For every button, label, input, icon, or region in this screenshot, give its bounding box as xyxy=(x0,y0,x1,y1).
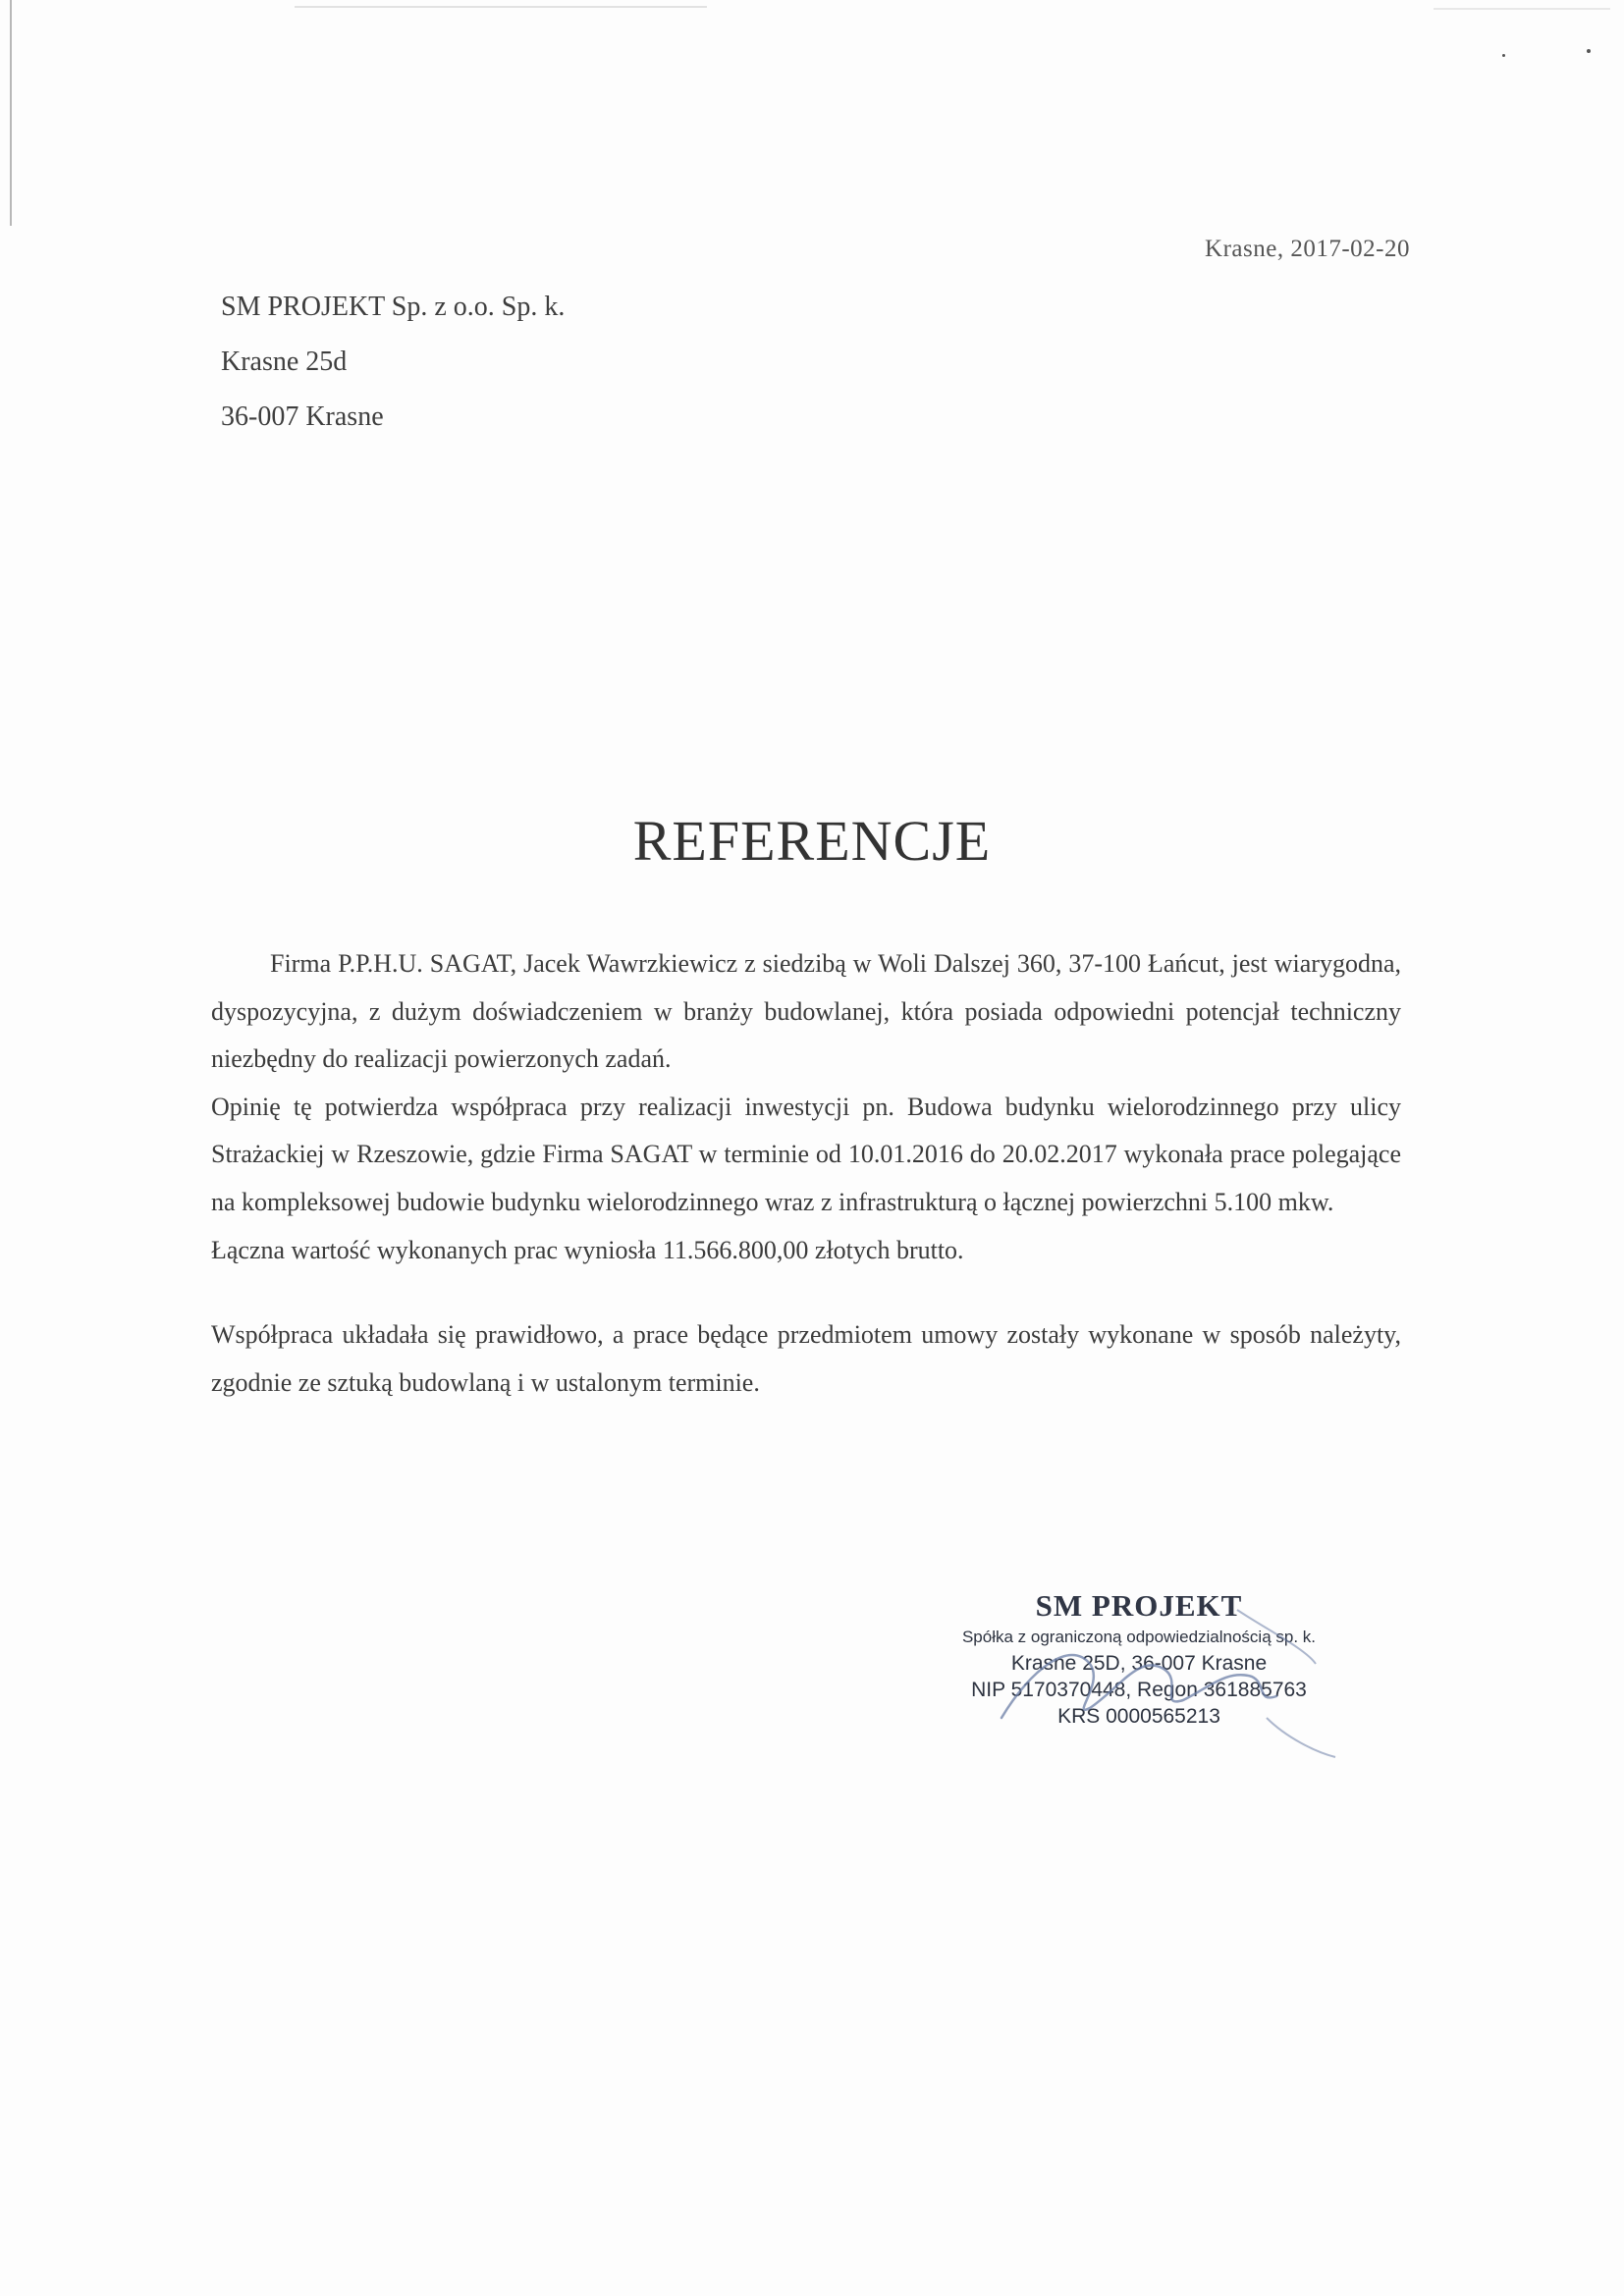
stamp-company-name: SM PROJEKT xyxy=(1035,1588,1243,1623)
company-stamp xyxy=(903,1588,1375,1755)
sender-street: Krasne 25d xyxy=(221,347,348,377)
paragraph-total-value: Łączna wartość wykonanych prac wyniosła 11.566.800,00 złotych brutto. xyxy=(211,1235,964,1264)
letter-body xyxy=(211,940,1401,1407)
scan-edge-top-right xyxy=(1434,8,1610,10)
scan-edge-top xyxy=(295,6,707,8)
stamp-ids: NIP 5170370448, Regon 361885763 xyxy=(971,1679,1307,1701)
stamp-address: Krasne 25D, 36-007 Krasne xyxy=(1010,1652,1268,1675)
document-title: REFERENCJE xyxy=(632,808,992,873)
scan-edge-left xyxy=(10,0,12,226)
paragraph-cooperation: Współpraca układała się prawidłowo, a prace będące przedmiotem umowy zostały wykonane w sposób należyty, zgodnie ze sztuką budowlaną i w ustalonym terminie. xyxy=(211,1320,1401,1397)
stamp-krs: KRS 0000565213 xyxy=(1057,1705,1220,1728)
paragraph-company-opinion: Firma P.P.H.U. SAGAT, Jacek Wawrzkiewicz z siedzibą w Woli Dalszej 360, 37-100 Łańcut, jest wiarygodna, dyspozycyjna, z dużym doświadczeniem w branży budowlanej, która posiada odpowiedni potencjał techniczny niezbędny do realizacji powierzonych zadań. xyxy=(211,949,1401,1074)
letter-date: Krasne, 2017-02-20 xyxy=(1205,236,1410,262)
scan-speck xyxy=(1502,54,1505,57)
paragraph-project-details: Opinię tę potwierdza współpraca przy realizacji inwestycji pn. Budowa budynku wielorodzinnego przy ulicy Strażackiej w Rzeszowie, gdzie Firma SAGAT w terminie od 10.01.2016 do 20.02.2017 wykonała prace polegające na kompleksowej budowie budynku wielorodzinnego wraz z infrastrukturą o łącznej powierzchni 5.100 mkw. xyxy=(211,1092,1401,1216)
scan-speck xyxy=(1587,49,1591,53)
stamp-legal-form: Spółka z ograniczoną odpowiedzialnością sp. k. xyxy=(961,1628,1317,1646)
sender-city: 36-007 Krasne xyxy=(221,401,384,432)
sender-address xyxy=(221,280,565,445)
sender-company: SM PROJEKT Sp. z o.o. Sp. k. xyxy=(221,292,566,322)
